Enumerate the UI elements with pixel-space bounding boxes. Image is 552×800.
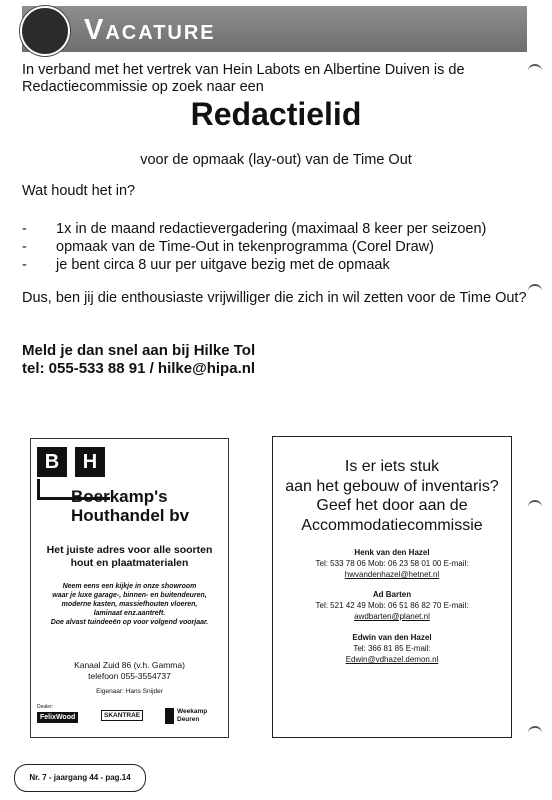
notice-heading-line: Is er iets stuk: [344, 458, 440, 475]
list-dash: -: [22, 221, 27, 237]
list-item-text: 1x in de maand redactievergadering (maximaal 8 keer per seizoen): [56, 221, 487, 237]
subheading: voor de opmaak (lay-out) van de Time Out: [140, 152, 412, 168]
accommodatie-notice: [272, 436, 512, 738]
bh-logo: [37, 447, 107, 483]
list-item-text: opmaak van de Time-Out in tekenprogramma (Corel Draw): [56, 239, 434, 255]
person-email-link[interactable]: awdbarten@planet.nl: [354, 612, 430, 621]
page-footer: Nr. 7 - jaargang 44 - pag.14: [14, 764, 146, 792]
person-email-link[interactable]: hwvandenhazel@hetnet.nl: [344, 570, 440, 579]
notice-heading-line: Accommodatiecommissie: [301, 516, 483, 534]
contact-name: Meld je dan snel aan bij Hilke Tol: [22, 342, 256, 359]
felixwood-logo: FelixWood: [37, 712, 78, 723]
binder-hole-icon: [528, 500, 542, 512]
company-name-line: Boerkamp's: [71, 487, 168, 506]
promo-line: Neem eens een kijkje in onze showroom: [62, 583, 197, 590]
weekamp-mark-icon: [165, 708, 174, 724]
promo-line: laminaat enz.aantreft.: [93, 610, 166, 617]
list-item: [22, 220, 532, 238]
dealer-label: Dealer:: [37, 704, 54, 710]
promo-line: waar je luxe garage-, binnen- en buitendeuren,: [52, 592, 207, 599]
person-phone: Tel: 366 81 85 E-mail:: [353, 644, 431, 653]
list-item-text: je bent circa 8 uur per uitgave bezig met de opmaak: [56, 257, 390, 273]
slogan-line: Het juiste adres voor alle soorten: [46, 544, 213, 556]
phone-line: telefoon 055-3554737: [88, 671, 171, 681]
list-item: [22, 256, 532, 274]
contact-person: [273, 632, 511, 665]
logo-letter-b: B: [37, 447, 67, 477]
callout-text: Dus, ben jij die enthousiaste vrijwilliger die zich in wil zetten voor de Time Out?: [22, 290, 527, 306]
notice-heading-line: Geef het door aan de: [316, 497, 468, 514]
question-text: Wat houdt het in?: [22, 183, 136, 199]
logo-letter-h: H: [75, 447, 105, 477]
binder-hole-icon: [528, 284, 542, 296]
person-phone: Tel: 521 42 49 Mob: 06 51 86 82 70 E-mail:: [315, 601, 469, 610]
person-phone: Tel: 533 78 06 Mob: 06 23 58 01 00 E-mail:: [315, 559, 469, 568]
contact-block: [22, 342, 255, 378]
duties-list: [22, 220, 532, 274]
binder-hole-icon: [528, 64, 542, 76]
intro-text: In verband met het vertrek van Hein Labots en Albertine Duiven is de Redactiecommissie op zoek naar een: [22, 62, 465, 95]
banner-title: Vacature: [84, 14, 216, 46]
contact-person: [273, 589, 511, 622]
list-item: [22, 238, 532, 256]
skantrae-logo: SKANTRAE: [101, 710, 143, 721]
weekamp-line: Deuren: [177, 716, 200, 723]
person-name: Edwin van den Hazel: [352, 633, 432, 642]
weekamp-line: Weekamp: [177, 708, 208, 715]
ad-promo: [35, 582, 224, 627]
company-name-line: Houthandel bv: [71, 506, 190, 525]
promo-line: Doe alvast tuindeeën op voor volgend voorjaar.: [50, 619, 209, 626]
ad-owner: Eigenaar: Hans Snijder: [96, 688, 163, 695]
list-dash: -: [22, 239, 27, 255]
ad-address: [35, 660, 224, 682]
contact-person: [273, 547, 511, 580]
slogan-line: hout en plaatmaterialen: [70, 557, 189, 569]
promo-line: moderne kasten, massiefhouten vloeren,: [61, 601, 198, 608]
page-title: Redactielid: [190, 96, 362, 132]
person-name: Ad Barten: [372, 590, 412, 599]
person-name: Henk van den Hazel: [354, 548, 430, 557]
notice-heading: [273, 457, 511, 535]
person-email-link[interactable]: Edwin@vdhazel.demon.nl: [345, 655, 439, 664]
weekamp-logo: [165, 708, 207, 724]
club-logo-icon: [20, 6, 70, 56]
binder-hole-icon: [528, 726, 542, 738]
list-dash: -: [22, 257, 27, 273]
address-line: Kanaal Zuid 86 (v.h. Gamma): [74, 660, 185, 670]
contact-details: tel: 055-533 88 91 / hilke@hipa.nl: [22, 360, 256, 377]
boerkamp-advertisement: [30, 438, 229, 738]
company-name: [71, 487, 189, 525]
vacature-banner: [22, 6, 527, 52]
dealer-logos: [37, 704, 222, 732]
notice-heading-line: aan het gebouw of inventaris?: [285, 477, 499, 495]
ad-slogan: [35, 544, 224, 570]
